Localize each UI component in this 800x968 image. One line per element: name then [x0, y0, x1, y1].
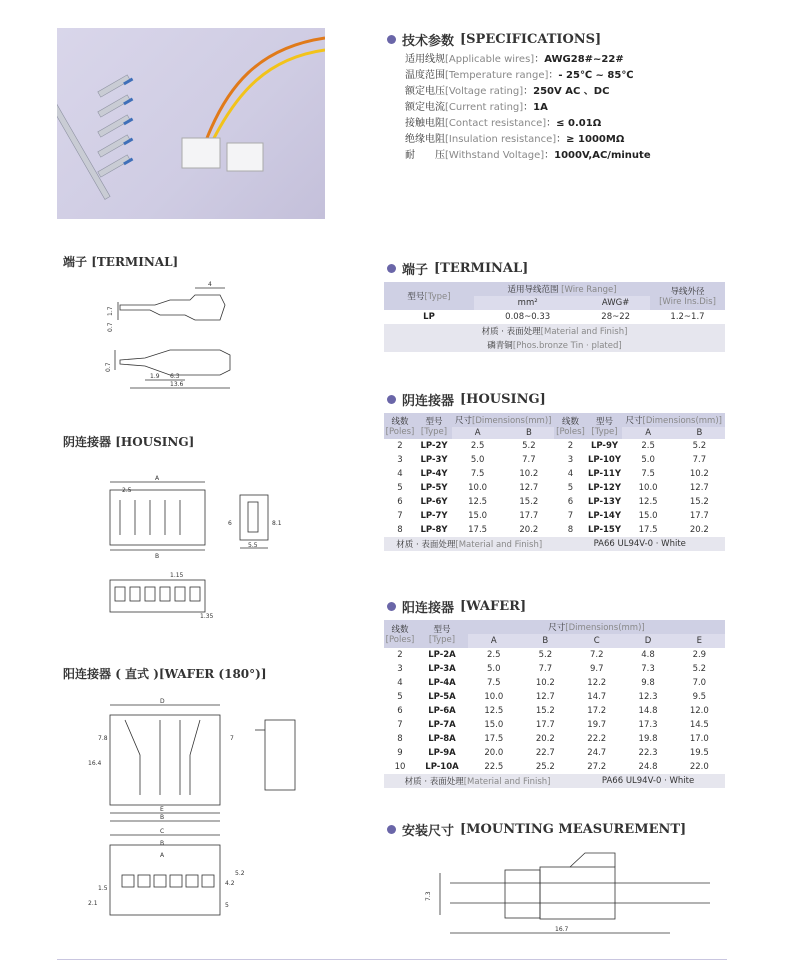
dim-t3: 0.7 [107, 322, 114, 332]
spec-value: 250V AC 、DC [533, 86, 610, 97]
table-cell: 3 [567, 455, 574, 465]
table-cell: 14.7 [587, 692, 607, 702]
table-cell: 20.0 [484, 748, 504, 758]
dim-h6: 5.5 [248, 542, 258, 549]
table-cell: 4 [397, 469, 403, 479]
dim-w1: D [160, 698, 165, 705]
table-row [384, 662, 725, 676]
table-row [384, 453, 725, 467]
table-cell: 15.2 [689, 497, 709, 507]
table-cell: 14.5 [689, 720, 709, 730]
th-ins: 导线外径 [670, 287, 705, 297]
spec-cn: 额定电流 [405, 102, 445, 113]
table-cell: 17.7 [689, 511, 709, 521]
table-cell: LP-7A [428, 720, 456, 730]
table-cell: LP-8Y [420, 525, 448, 535]
th-range: 适用导线范围 [507, 285, 559, 295]
table-cell: 7.5 [641, 469, 655, 479]
spec-en: [Voltage rating] [445, 86, 524, 97]
table-cell: LP-3A [428, 664, 456, 674]
spec-value: - 25℃ ~ 85℃ [558, 70, 634, 81]
specs-title-cn: 技术参数 [402, 34, 455, 49]
table-cell: LP-3Y [420, 455, 448, 465]
th-type-en: [Type] [424, 292, 451, 302]
th-dim-en: [Dimensions(mm)] [565, 623, 645, 633]
spec-line: 额定电流[Current rating]：1A [405, 102, 548, 113]
table-cell: 22.5 [484, 762, 504, 772]
table-row [384, 495, 725, 509]
th-type-en: [Type] [420, 427, 448, 437]
left-terminal-title [63, 253, 178, 270]
table-cell: 4 [397, 678, 403, 688]
connector-photo-illustration [57, 28, 325, 219]
table-cell: 17.5 [638, 525, 658, 535]
th-poles-en: [Poles] [385, 427, 415, 437]
table-cell: 12.7 [535, 692, 555, 702]
bullet-icon [387, 602, 396, 611]
table-cell: LP-15Y [587, 525, 621, 535]
dim-w3: 16.4 [88, 760, 102, 767]
mounting-title-cn: 安装尺寸 [402, 824, 455, 839]
table-row [384, 523, 725, 537]
table-cell: 10.2 [519, 469, 539, 479]
table-cell: 19.5 [689, 748, 709, 758]
table-cell: 17.0 [689, 734, 709, 744]
table-row [384, 690, 725, 704]
table-cell: LP-6A [428, 706, 456, 716]
table-cell: 10.2 [689, 469, 709, 479]
table-cell: 25.2 [535, 762, 555, 772]
table-cell: LP-5A [428, 692, 456, 702]
housing-title-cn: 阴连接器 [402, 394, 455, 409]
specs-title-en: [SPECIFICATIONS] [460, 32, 602, 47]
table-cell: LP-11Y [587, 469, 621, 479]
table-cell: 12.0 [689, 706, 709, 716]
finish-value-en: [Phos.bronze Tin · plated] [512, 341, 622, 351]
table-cell: 10.2 [535, 678, 555, 688]
spec-value: 1000V,AC/minute [554, 150, 651, 161]
table-cell: 4 [567, 469, 574, 479]
finish-value-cell [571, 774, 725, 788]
th-dim: 尺寸 [455, 416, 473, 426]
table-cell: 5.0 [641, 455, 655, 465]
table-cell: 8 [397, 525, 403, 535]
table-cell: 2.9 [692, 650, 707, 660]
table-row [384, 467, 725, 481]
left-terminal-cn: 端子 [63, 255, 88, 269]
table-cell: 12.3 [638, 692, 658, 702]
table-cell: LP-10Y [587, 455, 621, 465]
table-cell: 17.3 [638, 720, 658, 730]
bullet-icon [387, 35, 396, 44]
th-poles: 线数 [391, 625, 409, 635]
table-cell: 24.7 [587, 748, 607, 758]
spec-cn: 接触电阻 [405, 118, 445, 129]
housing-title-en: [HOUSING] [460, 392, 546, 407]
table-cell: 5 [397, 692, 403, 702]
mounting-dim-w: 16.7 [555, 926, 569, 933]
dim-h5: 8.1 [272, 520, 282, 527]
table-cell: 5 [567, 483, 574, 493]
table-cell: 5 [397, 483, 403, 493]
dim-h1: 2.5 [122, 487, 132, 494]
bullet-icon [387, 395, 396, 404]
table-cell: 15.0 [638, 511, 658, 521]
spec-line: 耐 压[Withstand Voltage]：1000V,AC/minute [405, 150, 651, 161]
housing-table-title [387, 390, 546, 409]
th-poles: 线数 [391, 417, 409, 427]
spec-en: [Withstand Voltage] [445, 150, 545, 161]
table-cell: LP-9Y [590, 441, 619, 451]
table-cell: 22.7 [535, 748, 555, 758]
th-dim-2: 尺寸 [625, 416, 643, 426]
spec-cn: 适用线规 [405, 54, 445, 65]
product-photo [57, 28, 325, 219]
dim-w6: B [160, 814, 165, 821]
th-type: 型号 [433, 625, 451, 635]
table-cell: 7 [397, 511, 403, 521]
table-cell: 15.0 [468, 511, 488, 521]
dim-t2: 1.7 [107, 306, 114, 316]
left-housing-en: [HOUSING] [115, 435, 195, 449]
spec-cn: 绝缘电阻 [405, 134, 445, 145]
spec-cn: 耐 压 [405, 150, 445, 161]
th-dim-en: [Dimensions(mm)] [472, 416, 552, 426]
th-col: E [696, 636, 703, 646]
table-cell: 9.8 [641, 678, 655, 688]
table-cell: 17.7 [519, 511, 539, 521]
finish-cell [384, 537, 554, 551]
finish-label: 材质 · 表面处理 [396, 540, 456, 550]
th-col: A [490, 636, 497, 646]
table-cell: 12.7 [689, 483, 709, 493]
th-poles-en: [Poles] [385, 635, 415, 645]
table-cell: 9.7 [589, 664, 604, 674]
th-awg: AWG# [601, 298, 630, 308]
table-row [384, 509, 725, 523]
dim-w5: E [160, 806, 164, 813]
dim-w4: 7 [230, 735, 234, 742]
finish-value: PA66 UL94V-0 · White [593, 539, 686, 549]
table-row [384, 718, 725, 732]
table-cell: 7.5 [470, 469, 485, 479]
spec-line: 温度范围[Temperature range]：- 25℃ ~ 85℃ [405, 70, 634, 81]
wafer-drawing [80, 695, 310, 935]
dim-t5: 1.9 [150, 373, 160, 380]
spec-line: 适用线规[Applicable wires]：AWG28#~22# [405, 54, 624, 65]
left-terminal-en: [TERMINAL] [91, 255, 179, 269]
table-cell: 5.0 [487, 664, 501, 674]
finish-value-cell [554, 537, 725, 551]
th-dim-en-2: [Dimensions(mm)] [642, 416, 722, 426]
dim-w12: 4.2 [225, 880, 235, 887]
th-ins-en: [Wire Ins.Dis] [659, 297, 716, 307]
table-cell: 7.7 [522, 455, 536, 465]
table-cell: 10 [394, 762, 406, 772]
mounting-dim-h: 7.3 [425, 891, 432, 901]
table-cell: 20.2 [689, 525, 709, 535]
cell-awg: 28~22 [601, 312, 631, 322]
dim-w13: 5.2 [235, 870, 245, 877]
table-cell: 10.0 [484, 692, 504, 702]
table-cell: 20.2 [519, 525, 539, 535]
table-cell: 5.2 [692, 664, 707, 674]
cell-ins: 1.2~1.7 [670, 312, 705, 322]
dim-w14: 5 [225, 902, 229, 909]
spec-value: 1A [533, 102, 548, 113]
table-cell: LP-7Y [420, 511, 448, 521]
table-cell: 17.5 [484, 734, 504, 744]
dim-t6: 6.3 [170, 373, 180, 380]
spec-en: [Contact resistance] [445, 118, 547, 129]
dim-h7: 1.15 [170, 572, 184, 579]
table-cell: 7 [567, 511, 574, 521]
table-cell: LP-6Y [420, 497, 448, 507]
table-cell: 10.0 [468, 483, 488, 493]
spec-line: 绝缘电阻[Insulation resistance]：≥ 1000MΩ [405, 134, 625, 145]
finish-label-en: [Material and Finish] [463, 777, 551, 787]
spec-en: [Insulation resistance] [445, 134, 557, 145]
table-cell: 17.7 [535, 720, 555, 730]
table-cell: 7.5 [487, 678, 501, 688]
dim-h2: A [155, 475, 160, 482]
dim-t7: 13.6 [170, 381, 184, 388]
spec-value: ≥ 1000MΩ [566, 134, 625, 145]
wafer-title-en: [WAFER] [460, 599, 527, 614]
wafer-title-cn: 阳连接器 [402, 601, 455, 616]
table-cell: 4.8 [641, 650, 655, 660]
table-cell: 7.7 [538, 664, 553, 674]
table-cell: LP-9A [428, 748, 456, 758]
table-cell: 22.2 [587, 734, 607, 744]
finish-label-en: [Material and Finish] [455, 540, 543, 550]
spec-value: AWG28#~22# [544, 54, 624, 65]
housing-drawing [100, 470, 290, 620]
mounting-title [387, 820, 686, 839]
table-cell: 12.2 [587, 678, 607, 688]
table-row [384, 732, 725, 746]
th-b: B [525, 428, 532, 438]
table-cell: 12.7 [519, 483, 539, 493]
table-cell: 3 [397, 664, 403, 674]
cell-type: LP [423, 312, 435, 322]
table-cell: LP-2A [428, 650, 456, 660]
table-cell: 17.2 [587, 706, 607, 716]
table-cell: 6 [397, 706, 403, 716]
table-cell: 9 [397, 748, 403, 758]
th-type: 型号 [425, 417, 443, 427]
table-cell: 5.2 [522, 441, 536, 451]
left-housing-cn: 阴连接器 [63, 435, 112, 449]
dim-w2: 7.8 [98, 735, 108, 742]
spec-value: ≤ 0.01Ω [556, 118, 602, 129]
mounting-title-en: [MOUNTING MEASUREMENT] [460, 822, 687, 837]
table-cell: 27.2 [587, 762, 607, 772]
table-cell: LP-2Y [420, 441, 448, 451]
th-col: B [542, 636, 549, 646]
terminal-title-cn: 端子 [402, 263, 429, 278]
table-cell: 24.8 [638, 762, 658, 772]
th-type: 型号 [407, 292, 425, 302]
table-cell: 15.0 [484, 720, 504, 730]
cell-mm2: 0.08~0.33 [505, 312, 551, 322]
table-cell: 2 [397, 650, 403, 660]
dim-t1: 4 [208, 281, 212, 288]
th-poles-en-2: [Poles] [556, 427, 585, 437]
mounting-drawing [420, 845, 720, 940]
table-cell: LP-8A [428, 734, 456, 744]
table-cell: LP-4Y [420, 469, 448, 479]
bottom-divider [57, 959, 727, 960]
dim-h4: 6 [228, 520, 232, 527]
table-row [384, 439, 725, 453]
table-cell: 15.2 [535, 706, 555, 716]
terminal-title-en: [TERMINAL] [434, 261, 529, 276]
table-cell: 2 [567, 441, 574, 451]
table-cell: 7.2 [589, 650, 604, 660]
terminal-table [384, 282, 725, 352]
th-poles-2: 线数 [561, 417, 579, 427]
th-type-2: 型号 [595, 417, 613, 427]
th-col: D [644, 636, 652, 646]
finish-label-en: [Material and Finish] [540, 327, 628, 337]
table-cell: LP-10A [425, 762, 459, 772]
left-housing-title [63, 433, 194, 450]
dim-w9: A [160, 852, 165, 859]
table-row [384, 310, 725, 324]
spec-cn: 额定电压 [405, 86, 445, 97]
table-cell: 7.0 [692, 678, 707, 688]
table-cell: 12.5 [638, 497, 658, 507]
table-cell: 7.3 [641, 664, 655, 674]
dim-w11: 1.5 [98, 885, 108, 892]
th-b-2: B [696, 428, 703, 438]
th-mm2: mm² [517, 298, 538, 308]
table-cell: 17.5 [468, 525, 488, 535]
bullet-icon [387, 825, 396, 834]
table-cell: 2 [397, 441, 403, 451]
bullet-icon [387, 264, 396, 273]
spec-cn: 温度范围 [405, 70, 445, 81]
dim-h3: B [155, 553, 160, 560]
finish-value: PA66 UL94V-0 · White [601, 776, 695, 786]
table-row [384, 760, 725, 774]
dim-w8: B [160, 840, 165, 847]
table-cell: 12.5 [468, 497, 488, 507]
table-cell: 15.2 [519, 497, 539, 507]
th-a: A [474, 428, 481, 438]
table-cell: 12.5 [484, 706, 504, 716]
table-cell: 14.8 [638, 706, 658, 716]
spec-en: [Applicable wires] [445, 54, 535, 65]
finish-label: 材质 · 表面处理 [404, 777, 464, 787]
table-cell: 19.8 [638, 734, 658, 744]
dim-t4: 0.7 [105, 362, 112, 372]
table-cell: 22.3 [638, 748, 658, 758]
table-row [384, 676, 725, 690]
th-a-2: A [645, 428, 652, 438]
th-range-en: [Wire Range] [561, 285, 617, 295]
finish-cell [384, 774, 571, 788]
spec-en: [Current rating] [445, 102, 524, 113]
table-cell: 2.5 [487, 650, 501, 660]
table-cell: 10.0 [638, 483, 658, 493]
table-cell: 2.5 [470, 441, 485, 451]
terminal-table-title [387, 259, 528, 278]
dim-h8: 1.35 [200, 613, 214, 620]
table-cell: 6 [567, 497, 574, 507]
left-wafer-en: ( 直式 )[WAFER (180°)] [115, 667, 267, 681]
dim-w10: 2.1 [88, 900, 98, 907]
specs-title [387, 30, 601, 49]
table-cell: 20.2 [535, 734, 555, 744]
table-row [384, 746, 725, 760]
table-cell: LP-4A [428, 678, 456, 688]
th-col: C [593, 636, 600, 646]
left-wafer-cn: 阳连接器 [63, 667, 112, 681]
table-cell: LP-13Y [587, 497, 621, 507]
table-cell: 5.2 [692, 441, 707, 451]
table-cell: 7 [397, 720, 403, 730]
table-cell: 5.0 [470, 455, 485, 465]
spec-line: 额定电压[Voltage rating]：250V AC 、DC [405, 86, 610, 97]
finish-value: 磷青铜 [487, 341, 513, 351]
table-cell: 8 [397, 734, 403, 744]
finish-label: 材质 · 表面处理 [481, 327, 541, 337]
table-row [384, 648, 725, 662]
table-cell: 8 [567, 525, 574, 535]
table-cell: 19.7 [587, 720, 607, 730]
housing-table [384, 413, 725, 551]
spec-en: [Temperature range] [445, 70, 549, 81]
th-dim: 尺寸 [548, 623, 566, 633]
table-cell: 7.7 [692, 455, 707, 465]
left-wafer-title [63, 665, 267, 682]
terminal-drawing [100, 280, 250, 395]
dim-w7: C [160, 828, 165, 835]
specs-list [405, 52, 651, 164]
table-cell: 9.5 [692, 692, 707, 702]
table-cell: LP-12Y [587, 483, 621, 493]
wafer-table [384, 620, 725, 788]
table-cell: 3 [397, 455, 403, 465]
wafer-table-title [387, 597, 526, 616]
table-cell: LP-5Y [420, 483, 448, 493]
th-type-en: [Type] [428, 635, 456, 645]
table-cell: 6 [397, 497, 403, 507]
table-cell: 5.2 [538, 650, 553, 660]
th-type-en-2: [Type] [591, 427, 618, 437]
table-row [384, 481, 725, 495]
table-cell: LP-14Y [587, 511, 621, 521]
table-cell: 22.0 [689, 762, 709, 772]
table-cell: 2.5 [641, 441, 655, 451]
spec-line: 接触电阻[Contact resistance]：≤ 0.01Ω [405, 118, 602, 129]
table-row [384, 704, 725, 718]
